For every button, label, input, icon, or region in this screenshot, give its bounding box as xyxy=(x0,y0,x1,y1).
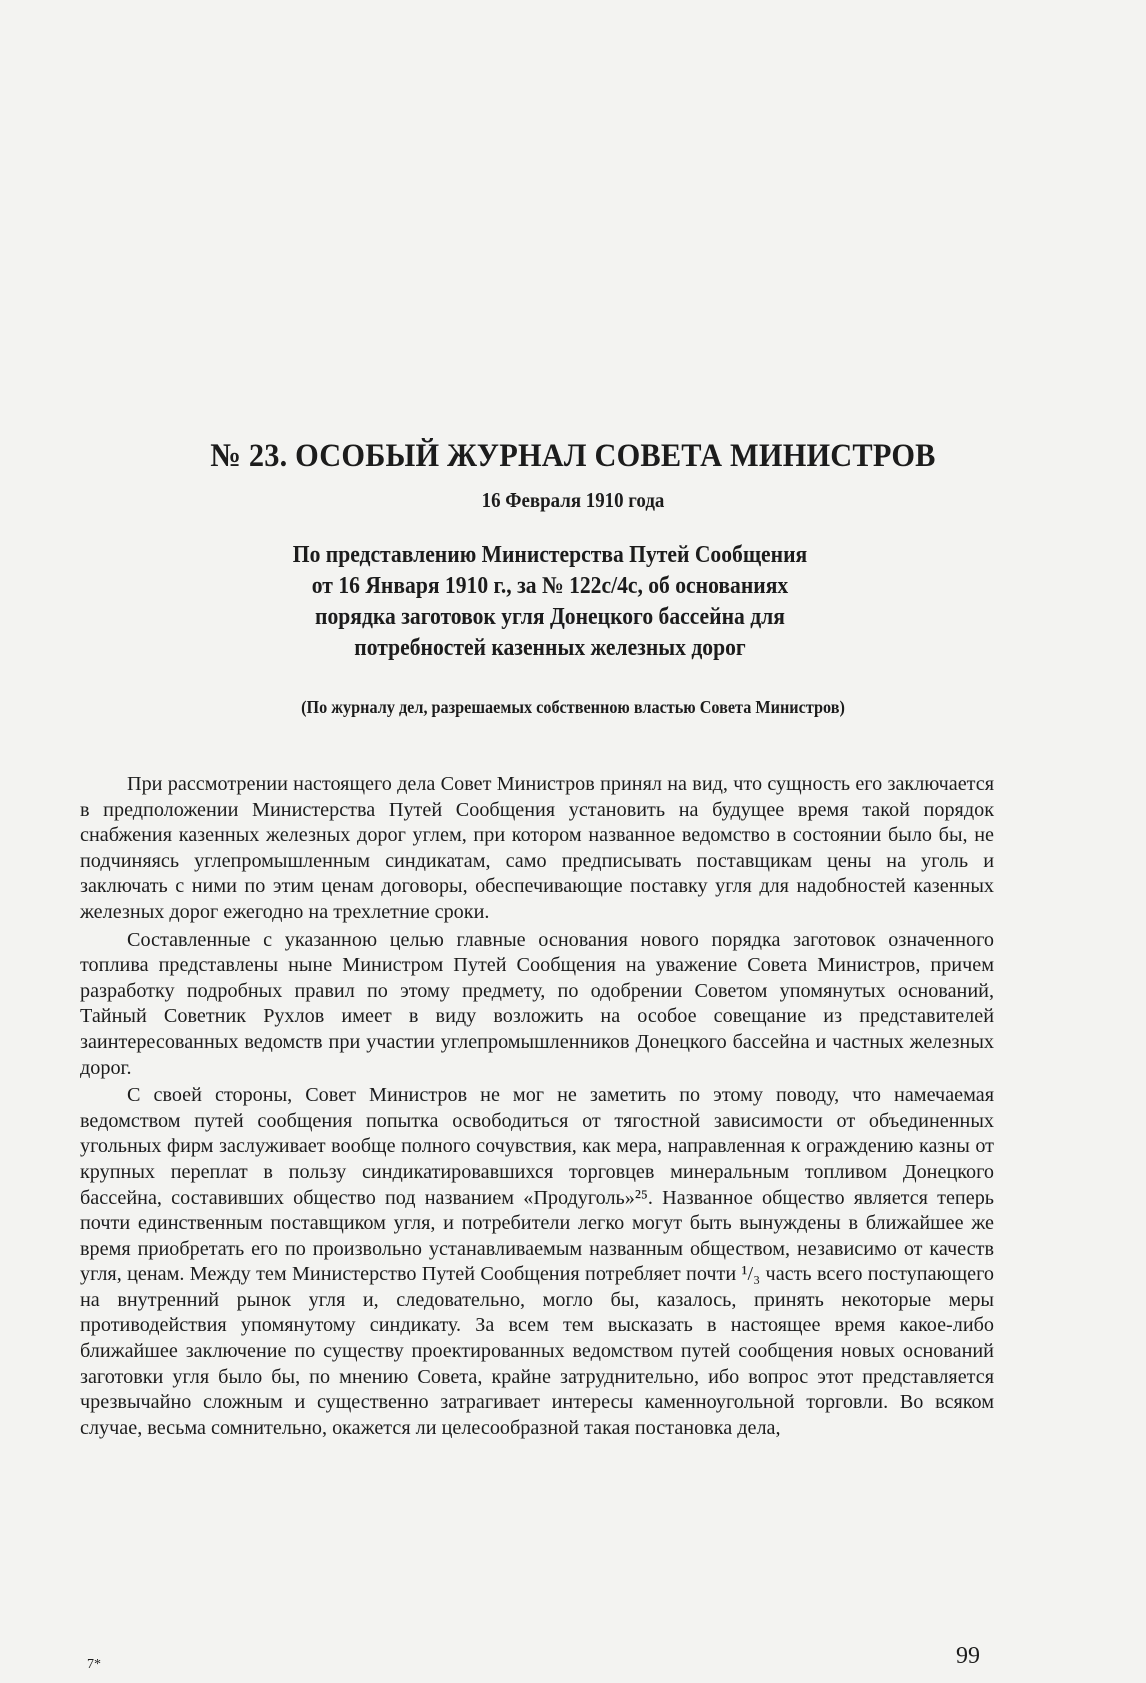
subtitle-line: По представлению Министерства Путей Сообщения xyxy=(292,542,808,568)
paragraph: При рассмотрении настоящего дела Совет Министров принял на вид, что сущность его заключается в предположении Министерства Путей Сообщения установить на будущее время такой порядок снабжения казенных железных дорог углем, при котором названное ведомство в состоянии было бы, не подчиняясь углепромышленным синдикатам, само предписывать поставщикам цены на уголь и заключать с ними по этим ценам договоры, обеспечивающие поставку угля для надобностей казенных железных дорог ежегодно на трехлетние сроки. xyxy=(80,773,994,923)
subtitle-line: порядка заготовок угля Донецкого бассейна для xyxy=(315,604,785,630)
body-text xyxy=(80,772,994,1443)
paragraph: С своей стороны, Совет Министров не мог не заметить по этому поводу, что намечаемая ведомством путей сообщения попытка освободиться от тягостной зависимости от объединенных угольных фирм заслуживает вообще полного сочувствия, как мера, направленная к ограждению казны от крупных переплат в пользу синдикатировавшихся торговцев минеральным топливом Донецкого бассейна, составивших общество под названием «Продуголь»²⁵. Названное общество является теперь почти единственным поставщиком угля, и потребители легко могут быть вынуждены в ближайшее же время приобретать его по произвольно устанавливаемым названным обществом, независимо от качеств угля, ценам. Между тем Министерство Путей Сообщения потребляет почти ¹/₃ часть всего поступающего на внутренний рынок угля и, следовательно, могло бы, казалось, принять некоторые меры противодействия упомянутому синдикату. За всем тем высказать в настоящее время какое-либо ближайшее заключение по существу проектированных ведомством путей сообщения новых оснований заготовки угля было бы, по мнению Совета, крайне затруднительно, ибо вопрос этот представляется чрезвычайно сложным и существенно затрагивает интересы каменноугольной торговли. Во всяком случае, весьма сомнительно, окажется ли целесообразной такая постановка дела, xyxy=(80,1084,994,1439)
document-date: 16 Февраля 1910 года xyxy=(481,488,665,512)
subtitle-line: потребностей казенных железных дорог xyxy=(354,635,746,661)
paragraph: Составленные с указанною целью главные основания нового порядка заготовок означенного топлива представлены ныне Министром Путей Сообщения на уважение Совета Министров, причем разработку подробных правил по этому предмету, по одобрении Советом упомянутых оснований, Тайный Советник Рухлов имеет в виду возложить на особое совещание из представителей заинтересованных ведомств при участии углепромышленников Донецкого бассейна и частных железных дорог. xyxy=(80,928,994,1079)
page-number: 99 xyxy=(956,1643,980,1669)
document-title: № 23. ОСОБЫЙ ЖУРНАЛ СОВЕТА МИНИСТРОВ xyxy=(210,438,936,474)
signature-mark: 7* xyxy=(87,1657,101,1672)
document-subtitle xyxy=(271,540,829,664)
journal-note: (По журналу дел, разрешаемых собственною властью Совета Министров) xyxy=(301,697,845,717)
subtitle-line: от 16 Января 1910 г., за № 122с/4с, об основаниях xyxy=(311,573,789,599)
